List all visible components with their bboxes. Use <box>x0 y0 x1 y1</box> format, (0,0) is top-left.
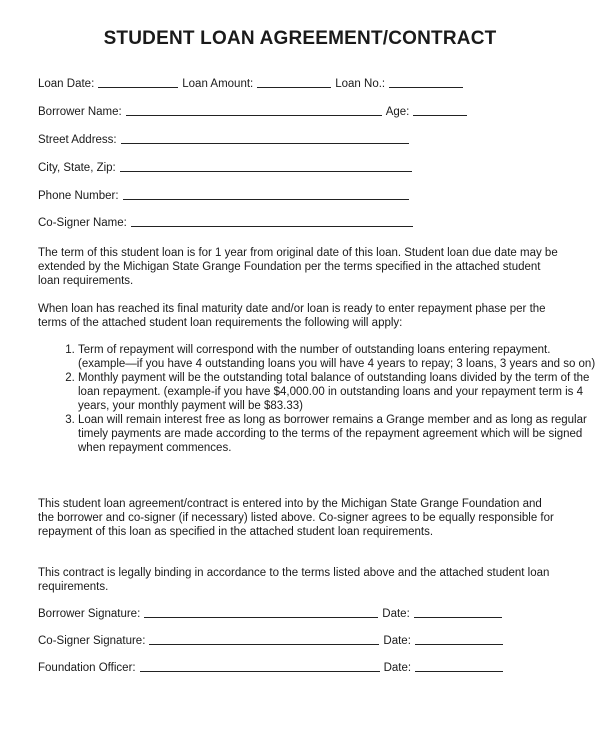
cosigner-name-blank[interactable] <box>131 225 413 227</box>
phone-number-row <box>38 190 413 202</box>
phone-number-blank[interactable] <box>123 198 409 200</box>
foundation-officer-blank[interactable] <box>140 670 380 672</box>
borrower-name-row <box>38 106 471 118</box>
borrower-name-label: Borrower Name: <box>38 106 122 118</box>
binding-paragraph: This contract is legally binding in accordance to the terms listed above and the attached student loan requirements. <box>38 567 550 593</box>
borrower-date-blank[interactable] <box>414 616 502 618</box>
street-address-blank[interactable] <box>121 142 409 144</box>
cosigner-name-row <box>38 217 417 229</box>
city-state-zip-blank[interactable] <box>120 170 412 172</box>
street-address-row <box>38 134 413 146</box>
borrower-signature-label: Borrower Signature: <box>38 608 141 620</box>
list-item: 3. Loan will remain interest free as long as borrower remains a Grange member and as long as regular timely payments are made according to the terms of the repayment agreement which will be signed when repayment commences. <box>78 413 598 455</box>
loan-date-blank[interactable] <box>98 86 178 88</box>
term-paragraph: The term of this student loan is for 1 year from original date of this loan. Student loan due date may be extended by the Michigan State Grange Foundation per the terms specified in the attached student loan requirements. <box>38 247 558 287</box>
city-state-zip-label: City, State, Zip: <box>38 162 116 174</box>
loan-info-row <box>38 78 467 90</box>
foundation-officer-label: Foundation Officer: <box>38 662 136 674</box>
borrower-signature-blank[interactable] <box>144 616 378 618</box>
borrower-signature-row <box>38 608 506 620</box>
maturity-paragraph: When loan has reached its final maturity date and/or loan is ready to enter repayment phase per the terms of the attached student loan requirements the following will apply: <box>38 303 546 329</box>
age-blank[interactable] <box>413 114 467 116</box>
borrower-name-blank[interactable] <box>126 114 382 116</box>
loan-date-label: Loan Date: <box>38 78 95 90</box>
city-state-zip-row <box>38 162 416 174</box>
date-label: Date: <box>383 662 412 674</box>
agreement-paragraph: This student loan agreement/contract is entered into by the Michigan State Grange Foundation and the borrower and co-signer (if necessary) listed above. Co-signer agrees to be equally responsible for repayment of this loan as specified in the attached student loan requirements. <box>38 498 554 538</box>
loan-amount-blank[interactable] <box>257 86 331 88</box>
cosigner-date-blank[interactable] <box>415 643 503 645</box>
list-item: 1. Term of repayment will correspond with the number of outstanding loans entering repayment. (example—if you have 4 outstanding loans you will have 4 years to repay; 3 loans, 3 years and so on) <box>78 343 598 371</box>
list-item: 2. Monthly payment will be the outstanding total balance of outstanding loans divided by the term of the loan repayment. (example-if you have $4,000.00 in outstanding loans and your repayment term is 4 years, your monthly payment will be $83.33) <box>78 371 598 413</box>
loan-no-label: Loan No.: <box>335 78 386 90</box>
loan-amount-label: Loan Amount: <box>182 78 254 90</box>
date-label: Date: <box>382 608 410 620</box>
phone-number-label: Phone Number: <box>38 190 119 202</box>
repayment-terms-list <box>38 343 598 455</box>
cosigner-signature-label: Co-Signer Signature: <box>38 635 146 647</box>
age-label: Age: <box>385 106 410 118</box>
foundation-officer-row <box>38 662 507 674</box>
cosigner-name-label: Co-Signer Name: <box>38 217 127 229</box>
street-address-label: Street Address: <box>38 134 117 146</box>
loan-no-blank[interactable] <box>389 86 463 88</box>
cosigner-signature-blank[interactable] <box>149 643 379 645</box>
officer-date-blank[interactable] <box>415 670 503 672</box>
date-label: Date: <box>383 635 411 647</box>
cosigner-signature-row <box>38 635 507 647</box>
document-title: STUDENT LOAN AGREEMENT/CONTRACT <box>103 28 497 49</box>
